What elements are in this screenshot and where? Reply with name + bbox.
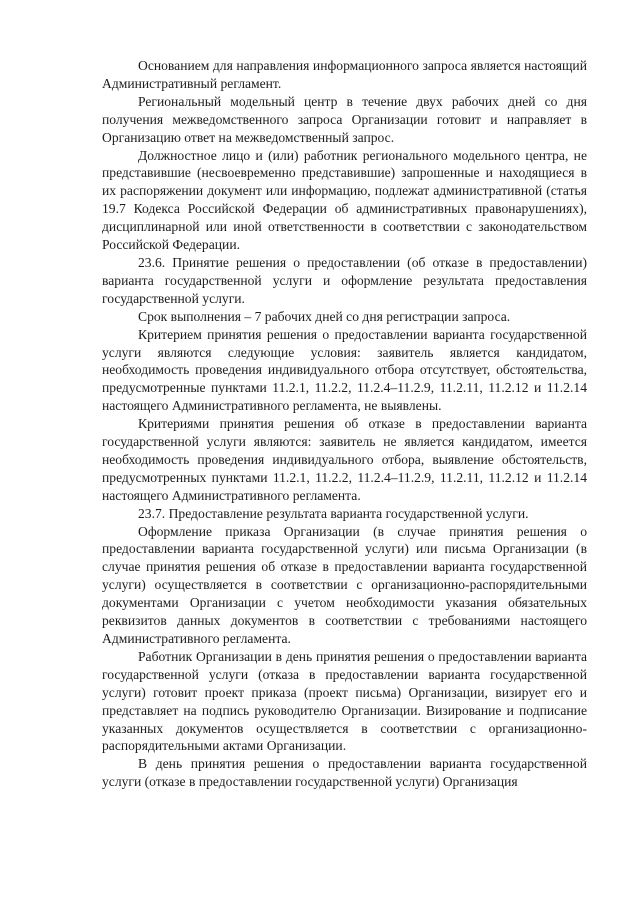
paragraph-section-23-6: 23.6. Принятие решения о предоставлении (об отказе в предоставлении) варианта государственной услуги и оформление результата предоставления государственной услуги. bbox=[102, 254, 587, 306]
paragraph-basis: Основанием для направления информационного запроса является настоящий Административный регламент. bbox=[102, 58, 587, 91]
paragraph-regional-center-response: Региональный модельный центр в течение двух рабочих дней со дня получения межведомственного запроса Организации готовит и направляет в Организацию ответ на межведомственный запрос. bbox=[102, 93, 587, 145]
paragraph-order-formation: Оформление приказа Организации (в случае принятия решения о предоставлении варианта государственной услуги) или письма Организации (в случае принятия решения об отказе в предоставлении варианта государственной услуги) осуществляется в соответствии с организационно-распорядительными документами Организации с учетом необходимости указания обязательных реквизитов данных документов в соответствии с требованиями настоящего Административного регламента. bbox=[102, 523, 587, 646]
paragraph-deadline: Срок выполнения – 7 рабочих дней со дня регистрации запроса. bbox=[138, 308, 511, 324]
paragraph-decision-day: В день принятия решения о предоставлении варианта государственной услуги (отказе в предоставлении государственной услуги) Организация bbox=[102, 756, 587, 790]
paragraph-grant-criteria: Критерием принятия решения о предоставлении варианта государственной услуги являются следующие условия: заявитель является кандидатом, необходимость проведения индивидуального отбора отсутствует, обстоятельства, предусмотренные пунктами 11.2.1, 11.2.2, 11.2.4–11.2.9, 11.2.11, 11.2.12 и 11.2.14 настоящего Административного регламента, не выявлены. bbox=[102, 326, 587, 414]
paragraph-responsibility: Должностное лицо и (или) работник регионального модельного центра, не представившие (несвоевременно представившие) запрошенные и находящиеся в их распоряжении документ или информацию, подлежат административной (статья 19.7 Кодекса Российской Федерации об административных правонарушениях), дисциплинарной или иной ответственности в соответствии с законодательством Российской Федерации. bbox=[102, 147, 587, 253]
paragraph-refusal-criteria: Критериями принятия решения об отказе в предоставлении варианта государственной услуги являются: заявитель не является кандидатом, имеется необходимость проведения индивидуального отбора, выявление обстоятельств, предусмотренных пунктами 11.2.1, 11.2.2, 11.2.4–11.2.9, 11.2.11, 11.2.12 и 11.2.14 настоящего Административного регламента. bbox=[102, 416, 587, 503]
document-body bbox=[102, 57, 587, 791]
paragraph-employee-actions: Работник Организации в день принятия решения о предоставлении варианта государственной услуги (отказа в предоставлении варианта государственной услуги) готовит проект приказа (проект письма) Организации, визирует его и представляет на подпись руководителю Организации. Визирование и подписание указанных документов осуществляется в соответствии с организационно-распорядительными актами Организации. bbox=[102, 648, 587, 754]
paragraph-section-23-7: 23.7. Предоставление результата варианта государственной услуги. bbox=[138, 505, 529, 521]
